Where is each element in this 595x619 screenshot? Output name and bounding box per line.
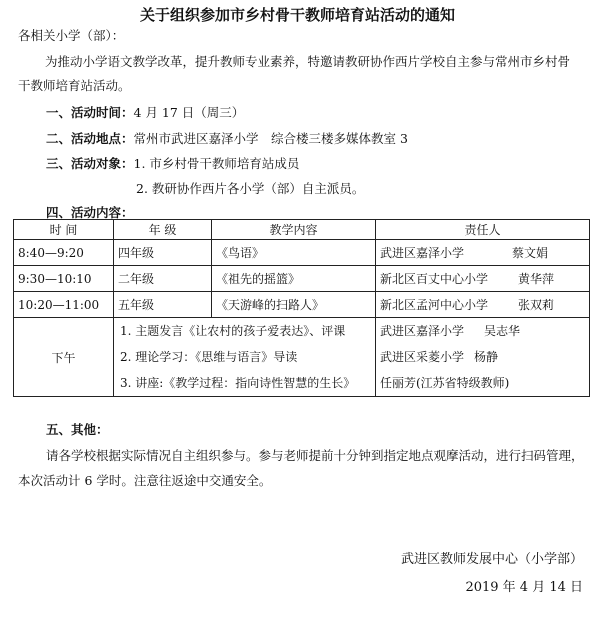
afternoon-responsible: [380, 370, 585, 396]
cell-time: 10:20—11:00: [14, 292, 114, 318]
table-header-row: [14, 220, 590, 240]
cell-content: 《鸟语》: [212, 240, 376, 266]
section-time-value: 4 月 17 日（周三）: [133, 105, 245, 120]
responsible-person: 杨静: [474, 350, 499, 364]
header-content: 教学内容: [212, 220, 376, 240]
header-time: 时 间: [14, 220, 114, 240]
table-row: [14, 240, 590, 266]
date: 2019 年 4 月 14 日: [465, 580, 583, 595]
afternoon-item: 2. 理论学习：《思维与语言》导读: [120, 350, 298, 364]
section-other-label: 五、其他：: [46, 422, 109, 437]
afternoon-item: 1. 主题发言《让农村的孩子爱表达》、评课: [120, 324, 346, 338]
section-place-value: 常州市武进区嘉泽小学 综合楼三楼多媒体教室 3: [133, 131, 408, 146]
responsible-school: 武进区嘉泽小学: [380, 246, 465, 260]
signature: 武进区教师发展中心（小学部）: [400, 552, 583, 567]
section-content-label: 四、活动内容：: [46, 205, 134, 220]
cell-time: 9:30—10:10: [14, 266, 114, 292]
header-grade: 年 级: [114, 220, 212, 240]
section-time-label: 一、活动时间：: [46, 105, 134, 120]
responsible-person: 吴志华: [484, 324, 521, 338]
responsible-school: 新北区孟河中心小学: [380, 298, 489, 312]
cell-responsible: [376, 266, 590, 292]
section-target-value-2: 2. 教研协作西片各小学（部）自主派员。: [136, 181, 365, 196]
cell-time: 8:40—9:20: [14, 240, 114, 266]
responsible-person: 黄华萍: [518, 272, 555, 286]
table-row-afternoon: [14, 318, 590, 397]
section-time: [46, 103, 244, 121]
afternoon-responsible: [380, 344, 585, 370]
responsible-person: 张双莉: [518, 298, 555, 312]
table-row: [14, 292, 590, 318]
salutation: 各相关小学（部）：: [18, 28, 125, 43]
section-target: [46, 154, 299, 172]
intro-line-1: 为推动小学语文教学改革，提升教师专业素养，特邀请教研协作西片学校自主参与常州市乡村骨: [45, 54, 571, 69]
header-responsible: 责任人: [376, 220, 590, 240]
responsible-school: 新北区百丈中心小学: [380, 272, 489, 286]
cell-responsible: [376, 240, 590, 266]
table-row: [14, 266, 590, 292]
schedule-table: [13, 219, 590, 397]
section-place: [46, 129, 408, 147]
cell-grade: 五年级: [114, 292, 212, 318]
afternoon-responsible: [380, 318, 585, 344]
cell-content: 《天游峰的扫路人》: [212, 292, 376, 318]
cell-afternoon-items: [114, 318, 376, 397]
other-line-2: 本次活动计 6 学时。注意往返途中交通安全。: [18, 473, 272, 488]
other-line-1: 请各学校根据实际情况自主组织参与。参与老师提前十分钟到指定地点观摩活动，进行扫码管理，: [46, 448, 584, 463]
cell-grade: 二年级: [114, 266, 212, 292]
cell-grade: 四年级: [114, 240, 212, 266]
document-title: 关于组织参加市乡村骨干教师培育站活动的通知: [139, 6, 455, 24]
cell-responsible: [376, 292, 590, 318]
section-target-label: 三、活动对象：: [46, 156, 134, 171]
afternoon-item: 3. 讲座:《教学过程：指向诗性智慧的生长》: [120, 376, 356, 390]
section-place-label: 二、活动地点：: [46, 131, 134, 146]
cell-content: 《祖先的摇篮》: [212, 266, 376, 292]
responsible-school: 任丽芳(江苏省特级教师): [380, 376, 510, 390]
cell-time-afternoon: 下午: [14, 318, 114, 397]
responsible-person: 蔡文娟: [512, 246, 549, 260]
intro-line-2: 干教师培育站活动。: [18, 78, 131, 93]
section-target-value-1: 1. 市乡村骨干教师培育站成员: [133, 156, 300, 171]
cell-afternoon-responsible: [376, 318, 590, 397]
responsible-school: 武进区嘉泽小学: [380, 324, 465, 338]
responsible-school: 武进区采菱小学: [380, 350, 465, 364]
